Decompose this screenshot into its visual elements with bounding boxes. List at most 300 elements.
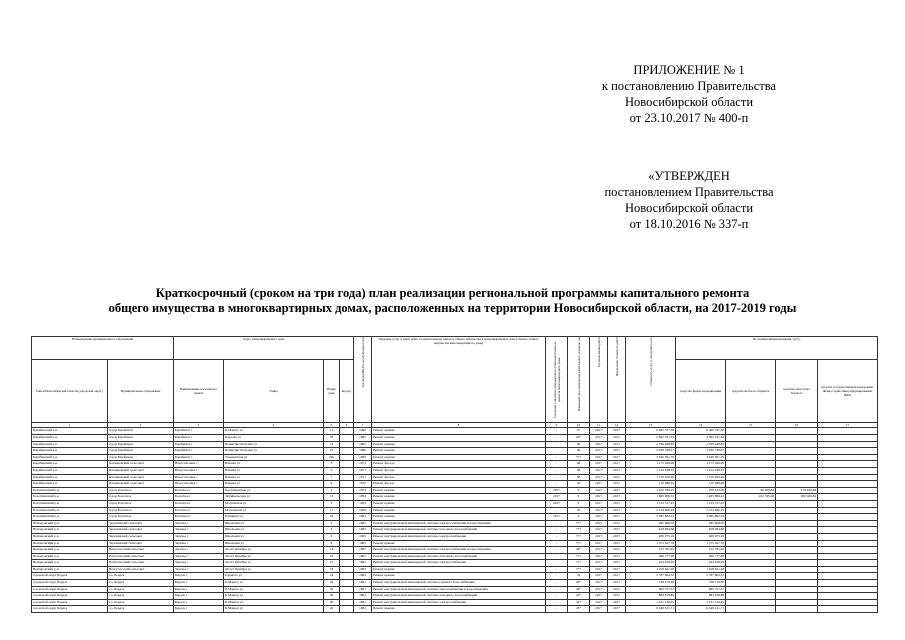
table-cell: Ремонт внутридомовой инженерной системы холодного водоснабжения — [372, 593, 546, 600]
table-cell: 1965 — [354, 533, 372, 540]
plan-table — [31, 336, 878, 613]
table-cell — [726, 560, 776, 567]
table-cell: 260 406,84 — [776, 494, 818, 501]
table-cell: город Болотное — [108, 487, 174, 494]
table-cell: Барабинск г — [174, 435, 224, 442]
table-cell — [818, 461, 878, 468]
table-cell — [340, 428, 354, 435]
table-cell: 2017 — [590, 553, 608, 560]
table-cell: Новоспасовка с — [174, 461, 224, 468]
table-cell: - — [546, 441, 568, 448]
table-cell: Школьная ул — [224, 540, 324, 547]
table-cell: 2017 — [590, 461, 608, 468]
table-cell: Заречье с — [174, 533, 224, 540]
table-cell — [340, 514, 354, 521]
table-cell: - — [546, 553, 568, 560]
table-cell: 2017 — [608, 474, 626, 481]
table-cell: 2 787 604,52 — [676, 573, 726, 580]
table-cell: 469 975,16 — [626, 533, 676, 540]
table-cell: Болотное г — [174, 514, 224, 521]
table-cell: 1974 — [354, 487, 372, 494]
table-cell: 663 757,57 — [626, 586, 676, 593]
table-cell: 152 781,92 — [626, 547, 676, 554]
table-cell: 2017 — [590, 573, 608, 580]
table-cell: 1 575 027,76 — [676, 540, 726, 547]
table-cell: 444 458,26 — [626, 560, 676, 567]
table-cell: 1 465 868,22 — [676, 494, 726, 501]
table-cell: 2017 — [608, 599, 626, 606]
title-line-1: Краткосрочный (сроком на три года) план реализации региональной программы капитального ремонта — [155, 286, 750, 300]
table-cell: 7 — [324, 474, 340, 481]
table-cell: Ремонт крыши — [372, 454, 546, 461]
table-cell: 618 284,68 — [676, 527, 726, 534]
table-cell: 2 787 604,52 — [626, 573, 676, 580]
table-cell: городской округ Бердск — [32, 599, 108, 606]
table-cell: Ремонт крыши — [372, 573, 546, 580]
table-cell: Барабинск г — [174, 428, 224, 435]
column-number: 2 — [108, 423, 174, 428]
table-cell: 2017 — [608, 487, 626, 494]
table-cell: Ремонт внутридомовой инженерной системы электроснабжения и водоотведения — [372, 520, 546, 527]
header-c14: средства фонда модернизации — [676, 360, 726, 423]
table-cell: К.Маркса ул — [224, 606, 324, 613]
table-row — [32, 540, 878, 547]
table-row — [32, 586, 878, 593]
table-cell — [726, 467, 776, 474]
table-cell: 1 865 908,55 — [626, 494, 676, 501]
table-cell — [340, 520, 354, 527]
table-cell — [726, 428, 776, 435]
table-cell: 69 209,84 — [726, 487, 776, 494]
table-cell: 2017 — [590, 435, 608, 442]
table-cell — [340, 560, 354, 567]
table-cell: г.о. Бердск — [108, 606, 174, 613]
table-cell: Болотнинский р-н — [32, 507, 108, 514]
table-cell: 20 — [324, 593, 340, 600]
table-cell: город Болотное — [108, 507, 174, 514]
header-c2: Муниципальное образование — [108, 360, 174, 423]
header-row-groups — [32, 337, 878, 360]
header-c10-text: Плановый срок проведения капитального ремонта, год — [576, 337, 581, 412]
table-cell: К.Маркса ул — [224, 593, 324, 600]
table-row — [32, 593, 878, 600]
table-cell: 2017 — [590, 586, 608, 593]
table-cell — [726, 507, 776, 514]
table-cell: - — [546, 481, 568, 488]
table-cell — [818, 467, 878, 474]
table-cell: 777 — [568, 533, 590, 540]
header-municipality: Наименование муниципального образования — [32, 337, 174, 360]
table-cell — [818, 547, 878, 554]
table-cell: 1969 — [354, 454, 372, 461]
table-cell: - — [546, 474, 568, 481]
table-cell — [818, 514, 878, 521]
table-cell: 6 649 121,71 — [676, 606, 726, 613]
table-cell: 77* — [568, 566, 590, 573]
table-cell: г.о. Бердск — [108, 580, 174, 587]
table-cell: - — [546, 467, 568, 474]
approved-heading: «УТВЕРЖДЕН — [648, 169, 730, 183]
table-cell: 1 133 517,45 — [626, 500, 676, 507]
table-cell: 2017 — [590, 487, 608, 494]
table-cell: - — [546, 533, 568, 540]
table-cell: 2017 — [608, 514, 626, 521]
table-cell: 1967 — [354, 547, 372, 554]
table-cell: 2017 — [590, 474, 608, 481]
table-cell: Ремонт фасада — [372, 481, 546, 488]
table-cell: - — [546, 573, 568, 580]
table-cell: 2017 — [608, 540, 626, 547]
table-cell — [776, 580, 818, 587]
column-number: 17 — [818, 423, 878, 428]
table-cell: г.о. Бердск — [108, 586, 174, 593]
table-cell — [340, 606, 354, 613]
table-cell: 4 — [324, 500, 340, 507]
table-cell: - — [546, 527, 568, 534]
table-cell — [726, 553, 776, 560]
table-cell — [818, 507, 878, 514]
table-cell: Южная ул — [224, 481, 324, 488]
table-cell: 22 — [324, 580, 340, 587]
table-cell: 58 — [568, 467, 590, 474]
table-cell: Болотное г — [174, 507, 224, 514]
table-cell: город Барабинск — [108, 428, 174, 435]
table-cell — [818, 553, 878, 560]
table-cell — [340, 448, 354, 455]
table-cell: 777 — [568, 520, 590, 527]
table-cell: 2017 — [590, 481, 608, 488]
table-cell — [726, 441, 776, 448]
table-cell: 152 781,92 — [676, 547, 726, 554]
table-cell: 2017 — [608, 586, 626, 593]
table-cell: 1 222 336,23 — [626, 487, 676, 494]
table-cell — [776, 520, 818, 527]
header-c11 — [590, 337, 608, 423]
table-cell: г.о. Бердск — [108, 599, 174, 606]
table-cell: 1 133 517,45 — [676, 500, 726, 507]
table-cell: 29а — [324, 454, 340, 461]
table-cell — [340, 599, 354, 606]
table-cell: Барабинский р-н — [32, 448, 108, 455]
column-number: 14 — [676, 423, 726, 428]
table-cell: 1 214 048,55 — [676, 467, 726, 474]
approved-region: Новосибирской области — [624, 201, 754, 215]
table-cell: 1965 — [354, 540, 372, 547]
table-cell: 6 649 121,71 — [626, 606, 676, 613]
table-cell: 1 101 139,45 — [676, 599, 726, 606]
column-number: 6 — [340, 423, 354, 428]
table-cell — [340, 487, 354, 494]
table-cell: Горького ул — [224, 573, 324, 580]
table-cell: Ремонт крыши — [372, 566, 546, 573]
column-number: 11 — [590, 423, 608, 428]
table-cell: Пушкина ул — [224, 514, 324, 521]
table-cell — [726, 593, 776, 600]
table-cell: Барабинский р-н — [32, 474, 108, 481]
table-cell: 12 — [324, 560, 340, 567]
table-cell: Ремонт крыши — [372, 435, 546, 442]
table-cell: 618 284,68 — [626, 527, 676, 534]
table-cell: Ремонт внутридомовой инженерной системы электроснабжения — [372, 533, 546, 540]
table-cell: Ремонт внутридомовой инженерной системы электроснабжения — [372, 560, 546, 567]
table-cell — [776, 448, 818, 455]
table-cell: 738 170,90 — [626, 580, 676, 587]
table-cell: 2017 — [590, 527, 608, 534]
table-cell — [726, 514, 776, 521]
table-cell — [818, 540, 878, 547]
table-cell: 49 — [568, 448, 590, 455]
table-cell: Болотнинский р-н — [32, 487, 108, 494]
table-cell: 3 085 862,24 — [676, 514, 726, 521]
table-cell — [726, 566, 776, 573]
header-year-text: Год ввода МКД в эксплуатацию (год) — [360, 337, 365, 388]
table-cell: 2017 — [590, 560, 608, 567]
table-cell: - — [546, 507, 568, 514]
table-cell: К.Маркса ул — [224, 599, 324, 606]
table-row — [32, 527, 878, 534]
table-cell — [340, 533, 354, 540]
table-cell: Ремонт внутридомовой инженерной системы теплоснабжения и водоотведения — [372, 586, 546, 593]
table-cell — [726, 474, 776, 481]
table-cell: 2017 — [608, 547, 626, 554]
table-cell: 1975 — [354, 481, 372, 488]
table-cell: 2 314 406,19 — [676, 507, 726, 514]
table-cell: 2 662 231,54 — [676, 435, 726, 442]
table-row — [32, 566, 878, 573]
table-cell — [726, 606, 776, 613]
table-cell: 3 029 748,07 — [676, 448, 726, 455]
table-cell: 2017 — [608, 507, 626, 514]
table-cell: Школьная ул — [224, 520, 324, 527]
table-cell — [818, 520, 878, 527]
table-cell: 2017 — [590, 606, 608, 613]
table-cell: город Болотное — [108, 500, 174, 507]
table-row — [32, 428, 878, 435]
table-cell: Заречье с — [174, 553, 224, 560]
table-cell: Южная ул — [224, 467, 324, 474]
column-number: 15 — [726, 423, 776, 428]
table-cell: 46* — [568, 547, 590, 554]
table-cell: 777 — [568, 540, 590, 547]
table-cell: 45* — [568, 599, 590, 606]
table-cell: Ремонт крыши — [372, 514, 546, 521]
table-cell: 18 — [324, 566, 340, 573]
table-cell: Ремонт внутридомовой инженерной системы горячего водоснабжения — [372, 580, 546, 587]
table-cell: 1961 — [354, 606, 372, 613]
table-cell: 1956 — [354, 507, 372, 514]
table-cell: Барабинский р-н — [32, 428, 108, 435]
plan-table-wrap — [31, 336, 877, 613]
table-cell: Ремонт крыши — [372, 428, 546, 435]
table-cell: Новоспасовка с — [174, 474, 224, 481]
table-cell — [818, 533, 878, 540]
table-cell — [726, 580, 776, 587]
table-cell — [818, 500, 878, 507]
table-cell: Ремонт внутридомовой инженерной системы холодного водоснабжения — [372, 527, 546, 534]
table-cell: - — [546, 520, 568, 527]
table-cell: Заречье с — [174, 560, 224, 567]
table-cell: 14 — [324, 441, 340, 448]
table-cell: Московская ул — [224, 500, 324, 507]
table-cell: Бердск г — [174, 586, 224, 593]
table-cell: городской округ Бердск — [32, 586, 108, 593]
table-cell: 2017 — [590, 448, 608, 455]
column-number: 5 — [324, 423, 340, 428]
table-cell: 2017 — [590, 454, 608, 461]
table-cell: 2017 — [590, 599, 608, 606]
table-cell: 72* — [568, 560, 590, 567]
table-cell — [818, 573, 878, 580]
header-c12 — [608, 337, 626, 423]
table-cell: 1961 — [354, 580, 372, 587]
table-cell: 9 — [568, 514, 590, 521]
table-row — [32, 461, 878, 468]
table-cell: г.о. Бердск — [108, 573, 174, 580]
table-cell: К.Маркса ул — [224, 428, 324, 435]
table-cell: Барабинск г — [174, 448, 224, 455]
table-cell: 16 — [324, 448, 340, 455]
column-number: 12 — [608, 423, 626, 428]
table-cell: 1961 — [354, 586, 372, 593]
table-cell — [340, 454, 354, 461]
table-row — [32, 520, 878, 527]
table-cell: Заречинский сельсовет — [108, 520, 174, 527]
header-c6: Корпус — [340, 360, 354, 423]
table-cell: 9 — [324, 481, 340, 488]
table-cell: 1966 — [354, 448, 372, 455]
table-cell: 6 — [324, 533, 340, 540]
table-cell: - — [546, 547, 568, 554]
table-cell — [818, 435, 878, 442]
table-cell: 2017 — [608, 606, 626, 613]
column-number: 4 — [224, 423, 324, 428]
table-cell: город Барабинск — [108, 435, 174, 442]
table-cell: 4 — [324, 527, 340, 534]
table-cell: городской округ Бердск — [32, 580, 108, 587]
table-cell — [340, 481, 354, 488]
table-cell: - — [546, 593, 568, 600]
table-cell: 1965 — [354, 527, 372, 534]
table-cell: Венгеровский р-н — [32, 560, 108, 567]
table-cell: 1 175 049,96 — [626, 461, 676, 468]
table-cell: Новоспасский сельсовет — [108, 547, 174, 554]
table-cell — [340, 527, 354, 534]
table-cell: 2 — [324, 487, 340, 494]
table-cell: 777 — [568, 454, 590, 461]
table-cell — [776, 540, 818, 547]
table-cell — [340, 474, 354, 481]
table-cell: Южная ул — [224, 461, 324, 468]
table-cell — [340, 593, 354, 600]
table-cell: 55 — [568, 507, 590, 514]
table-cell: Школьная ул — [224, 533, 324, 540]
table-cell: Венгеровский р-н — [32, 527, 108, 534]
table-cell: Московская ул — [224, 507, 324, 514]
table-cell: - — [546, 428, 568, 435]
table-cell: Бердск г — [174, 580, 224, 587]
table-cell: - — [546, 448, 568, 455]
table-cell: 1 101 139,45 — [626, 599, 676, 606]
table-cell: 1963 — [354, 514, 372, 521]
table-cell — [776, 435, 818, 442]
table-cell: 48 — [568, 461, 590, 468]
table-cell: Ремонт фасада — [372, 467, 546, 474]
table-cell — [818, 487, 878, 494]
table-cell: 16 — [324, 553, 340, 560]
table-cell — [776, 533, 818, 540]
appendix-date: от 23.10.2017 № 400-п — [629, 111, 749, 125]
table-row — [32, 435, 878, 442]
table-cell: Ремонт фасада — [372, 474, 546, 481]
table-cell: 466 777,08 — [626, 553, 676, 560]
table-cell — [776, 428, 818, 435]
table-cell: 9 — [568, 487, 590, 494]
table-cell: 3 046 591,79 — [676, 454, 726, 461]
table-cell — [726, 586, 776, 593]
table-cell: - — [546, 586, 568, 593]
table-cell: Заречье с — [174, 547, 224, 554]
table-cell: г.о. Бердск — [108, 593, 174, 600]
table-cell: 1961 — [354, 599, 372, 606]
document-title — [40, 286, 865, 316]
table-cell: Болотное г — [174, 494, 224, 501]
table-cell — [818, 599, 878, 606]
table-row — [32, 514, 878, 521]
table-cell: Ремонт внутридомовой инженерной системы холодного водоснабжения — [372, 553, 546, 560]
table-cell: 1966 — [354, 428, 372, 435]
table-cell: 1965 — [354, 441, 372, 448]
table-cell: - — [546, 461, 568, 468]
table-cell: 46* — [568, 586, 590, 593]
table-cell: 2017 — [608, 500, 626, 507]
table-cell — [726, 481, 776, 488]
table-cell: Южная ул — [224, 474, 324, 481]
table-cell: 2017 — [608, 580, 626, 587]
column-number: 1 — [32, 423, 108, 428]
table-cell: Ремонт фасада — [372, 461, 546, 468]
header-c17: средства государственной корпорации - Фонда содействия реформированию ЖКХ — [818, 360, 878, 423]
approved-block — [559, 168, 819, 232]
table-cell: Коммунистическая ул — [224, 441, 324, 448]
table-cell: 9 — [568, 494, 590, 501]
table-cell — [818, 580, 878, 587]
table-cell: 3 — [324, 461, 340, 468]
table-cell — [776, 547, 818, 554]
table-cell: Барабинский р-н — [32, 481, 108, 488]
table-cell: Заречье с — [174, 520, 224, 527]
table-cell: Бердск г — [174, 573, 224, 580]
table-cell: 14 — [324, 547, 340, 554]
header-c9 — [546, 337, 568, 423]
table-cell: Барабинский р-н — [32, 461, 108, 468]
table-cell: Барабинск г — [174, 454, 224, 461]
table-row — [32, 553, 878, 560]
table-cell — [776, 599, 818, 606]
table-cell: Заречье с — [174, 540, 224, 547]
column-number: 3 — [174, 423, 224, 428]
table-cell: Барабинский р-н — [32, 435, 108, 442]
table-cell: 1962 — [354, 560, 372, 567]
table-cell: Ремонт крыши — [372, 540, 546, 547]
header-c3: Наименование населенного пункта — [174, 360, 224, 423]
table-cell: Ремонт внутридомовой инженерной системы электроснабжения — [372, 599, 546, 606]
title-line-2: общего имущества в многоквартирных домах, расположенных на территории Новосибирской области, на 2017-2019 годы — [108, 301, 797, 315]
table-cell: 102 535,06 — [726, 494, 776, 501]
header-cost: Источники финансирования, (руб.) — [676, 337, 878, 360]
table-cell: 2017 — [546, 514, 568, 521]
table-cell — [776, 514, 818, 521]
table-cell: - — [546, 606, 568, 613]
